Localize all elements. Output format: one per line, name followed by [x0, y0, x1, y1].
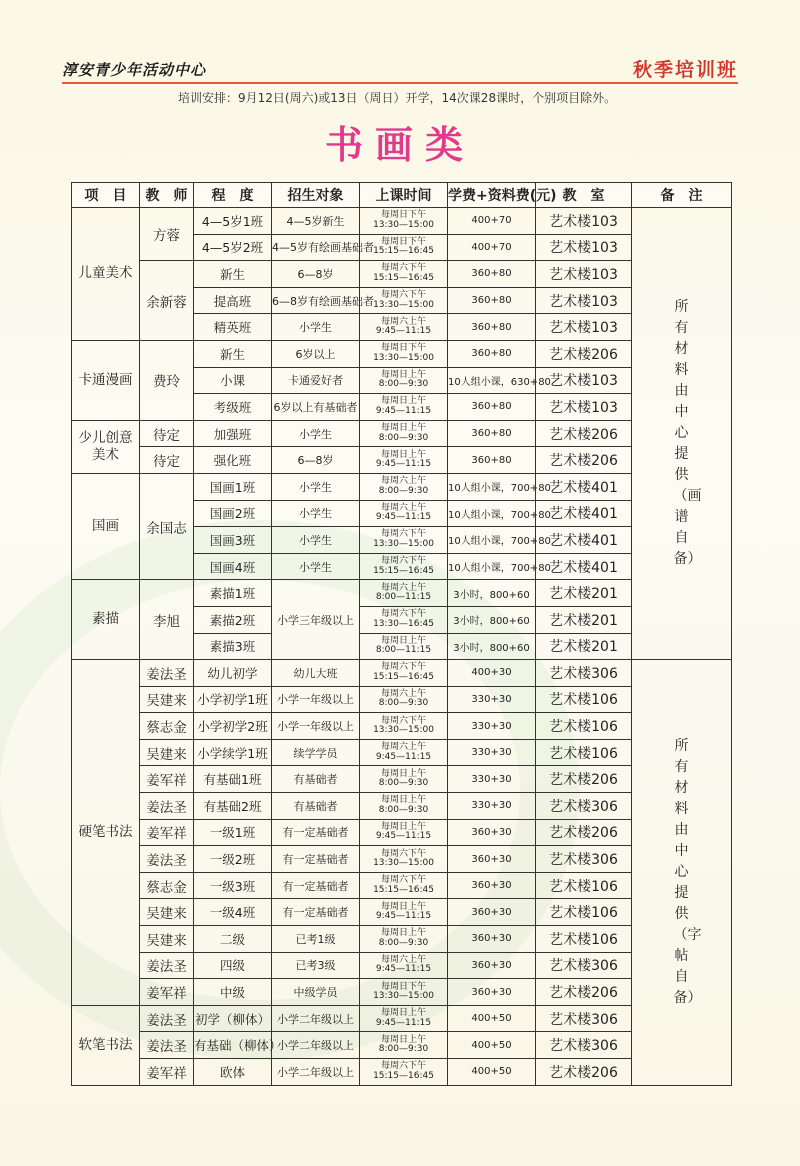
- fee-cell: 360+30: [448, 952, 536, 979]
- time-day: 每周日上午: [380, 1034, 426, 1045]
- room-cell: 艺术楼206: [536, 340, 632, 367]
- level-cell: 提高班: [194, 287, 272, 314]
- target-cell: 小学生: [272, 314, 360, 341]
- time-day: 每周日上午: [380, 396, 426, 407]
- table-header-row: [72, 183, 732, 208]
- time-day: 每周日上午: [380, 1008, 426, 1019]
- time-day: 每周日上午: [380, 369, 426, 380]
- teacher-cell: 吴建来: [140, 739, 194, 766]
- target-cell: 有基础者: [272, 766, 360, 793]
- time-day: 每周六下午: [380, 556, 426, 567]
- level-cell: 强化班: [194, 447, 272, 474]
- time-cell: [360, 846, 448, 873]
- time-day: 每周六上午: [380, 476, 426, 487]
- teacher-cell: 姜法圣: [140, 793, 194, 820]
- level-cell: 一级2班: [194, 846, 272, 873]
- fee-cell: 10人组小课，700+80: [448, 473, 536, 500]
- teacher-cell: 蔡志金: [140, 713, 194, 740]
- subject-cell: 卡通漫画: [72, 340, 140, 420]
- time-range: 13:30—16:45: [373, 618, 434, 629]
- level-cell: 精英班: [194, 314, 272, 341]
- target-cell: 6—8岁: [272, 261, 360, 288]
- time-day: 每周日上午: [380, 768, 426, 779]
- level-cell: 国画2班: [194, 500, 272, 527]
- fee-cell: 10人组小课，700+80: [448, 500, 536, 527]
- fee-cell: 360+30: [448, 819, 536, 846]
- target-cell: 6—8岁: [272, 447, 360, 474]
- level-cell: 加强班: [194, 420, 272, 447]
- fee-cell: 400+30: [448, 660, 536, 687]
- time-range: 15:15—16:45: [373, 246, 434, 257]
- target-cell: 4—5岁有绘画基础者: [272, 234, 360, 261]
- time-cell: [360, 606, 448, 633]
- time-day: 每周六下午: [380, 848, 426, 859]
- fee-cell: 10人组小课，700+80: [448, 553, 536, 580]
- subject-cell: 儿童美术: [72, 208, 140, 341]
- time-day: 每周六下午: [380, 609, 426, 620]
- time-range: 9:45—11:15: [375, 751, 432, 762]
- teacher-cell: 姜法圣: [140, 660, 194, 687]
- fee-cell: 360+80: [448, 314, 536, 341]
- time-range: 15:15—16:45: [373, 1070, 434, 1081]
- time-day: 每周日下午: [380, 981, 426, 992]
- target-cell: 6—8岁有绘画基础者: [272, 287, 360, 314]
- room-cell: 艺术楼103: [536, 394, 632, 421]
- column-header: 教 师: [140, 183, 194, 208]
- level-cell: 欧体: [194, 1059, 272, 1086]
- teacher-cell: 姜军祥: [140, 1059, 194, 1086]
- target-cell: 已考3级: [272, 952, 360, 979]
- time-day: 每周六下午: [380, 263, 426, 274]
- time-range: 8:00—11:15: [375, 592, 432, 603]
- time-day: 每周六上午: [380, 742, 426, 753]
- room-cell: 艺术楼201: [536, 580, 632, 607]
- time-range: 13:30—15:00: [373, 725, 434, 736]
- room-cell: 艺术楼201: [536, 633, 632, 660]
- time-day: 每周六下午: [380, 1061, 426, 1072]
- room-cell: 艺术楼103: [536, 367, 632, 394]
- time-day: 每周日上午: [380, 901, 426, 912]
- time-day: 每周日上午: [380, 449, 426, 460]
- teacher-cell: 姜军祥: [140, 979, 194, 1006]
- fee-cell: 360+80: [448, 447, 536, 474]
- time-cell: [360, 447, 448, 474]
- teacher-cell: 余新蓉: [140, 261, 194, 341]
- time-day: 每周六下午: [380, 875, 426, 886]
- fee-cell: 330+30: [448, 739, 536, 766]
- time-day: 每周六上午: [380, 688, 426, 699]
- level-cell: 4—5岁2班: [194, 234, 272, 261]
- room-cell: 艺术楼103: [536, 287, 632, 314]
- teacher-cell: 余国志: [140, 473, 194, 579]
- time-day: 每周六上午: [380, 954, 426, 965]
- room-cell: 艺术楼401: [536, 500, 632, 527]
- subject-cell: 硬笔书法: [72, 660, 140, 1006]
- teacher-cell: 蔡志金: [140, 872, 194, 899]
- room-cell: 艺术楼206: [536, 766, 632, 793]
- fee-cell: 3小时，800+60: [448, 580, 536, 607]
- time-range: 8:00—9:30: [378, 379, 429, 390]
- room-cell: 艺术楼106: [536, 926, 632, 953]
- teacher-cell: 待定: [140, 447, 194, 474]
- level-cell: 素描2班: [194, 606, 272, 633]
- time-day: 每周日上午: [380, 821, 426, 832]
- column-header: 上课时间: [360, 183, 448, 208]
- time-cell: [360, 1005, 448, 1032]
- time-cell: [360, 527, 448, 554]
- time-range: 13:30—15:00: [373, 538, 434, 549]
- level-cell: 国画3班: [194, 527, 272, 554]
- season-title: 秋季培训班: [632, 59, 738, 81]
- room-cell: 艺术楼206: [536, 979, 632, 1006]
- level-cell: 中级: [194, 979, 272, 1006]
- time-range: 8:00—11:15: [375, 645, 432, 656]
- fee-cell: 360+30: [448, 846, 536, 873]
- teacher-cell: 姜军祥: [140, 766, 194, 793]
- fee-cell: 400+50: [448, 1032, 536, 1059]
- time-day: 每周日上午: [380, 423, 426, 434]
- time-range: 13:30—15:00: [373, 219, 434, 230]
- fee-cell: 360+80: [448, 287, 536, 314]
- room-cell: 艺术楼306: [536, 1032, 632, 1059]
- time-range: 8:00—9:30: [378, 698, 429, 709]
- fee-cell: 3小时，800+60: [448, 606, 536, 633]
- level-cell: 国画1班: [194, 473, 272, 500]
- level-cell: 有基础2班: [194, 793, 272, 820]
- target-cell: 小学生: [272, 527, 360, 554]
- schedule-note: 培训安排：9月12日(周六)或13日（周日）开学，14次课28课时，个别项目除外。: [178, 91, 617, 105]
- teacher-cell: 姜法圣: [140, 952, 194, 979]
- room-cell: 艺术楼106: [536, 872, 632, 899]
- time-cell: [360, 580, 448, 607]
- time-day: 每周日下午: [380, 210, 426, 221]
- room-cell: 艺术楼103: [536, 208, 632, 235]
- time-cell: [360, 420, 448, 447]
- fee-cell: 330+30: [448, 713, 536, 740]
- time-day: 每周日上午: [380, 635, 426, 646]
- room-cell: 艺术楼401: [536, 473, 632, 500]
- room-cell: 艺术楼106: [536, 739, 632, 766]
- time-cell: [360, 367, 448, 394]
- time-range: 15:15—16:45: [373, 671, 434, 682]
- level-cell: 幼儿初学: [194, 660, 272, 687]
- target-cell: 续学学员: [272, 739, 360, 766]
- time-cell: [360, 899, 448, 926]
- level-cell: 新生: [194, 340, 272, 367]
- target-cell: 6岁以上: [272, 340, 360, 367]
- time-day: 每周六上午: [380, 502, 426, 513]
- time-cell: [360, 500, 448, 527]
- page-header: [62, 58, 738, 84]
- room-cell: 艺术楼103: [536, 234, 632, 261]
- time-day: 每周六上午: [380, 316, 426, 327]
- level-cell: 小学续学1班: [194, 739, 272, 766]
- level-cell: 有基础（柳体）: [194, 1032, 272, 1059]
- time-day: 每周六下午: [380, 715, 426, 726]
- target-cell: 小学一年级以上: [272, 686, 360, 713]
- category-title: 书画类: [324, 123, 475, 167]
- fee-cell: 330+30: [448, 793, 536, 820]
- time-cell: [360, 633, 448, 660]
- time-day: 每周六下午: [380, 662, 426, 673]
- time-cell: [360, 394, 448, 421]
- teacher-cell: 姜法圣: [140, 1005, 194, 1032]
- level-cell: 小学初学2班: [194, 713, 272, 740]
- time-cell: [360, 1059, 448, 1086]
- target-cell: 有一定基础者: [272, 899, 360, 926]
- table-row: [72, 660, 732, 687]
- time-range: 15:15—16:45: [373, 272, 434, 283]
- time-cell: [360, 1032, 448, 1059]
- note-cell: [632, 208, 732, 660]
- target-cell: 已考1级: [272, 926, 360, 953]
- time-range: 13:30—15:00: [373, 991, 434, 1002]
- target-cell: 小学生: [272, 553, 360, 580]
- time-range: 8:00—9:30: [378, 778, 429, 789]
- time-cell: [360, 261, 448, 288]
- time-range: 8:00—9:30: [378, 804, 429, 815]
- time-range: 8:00—9:30: [378, 1044, 429, 1055]
- time-cell: [360, 926, 448, 953]
- time-range: 9:45—11:15: [375, 1017, 432, 1028]
- table-row: [72, 208, 732, 235]
- target-cell: 小学二年级以上: [272, 1005, 360, 1032]
- time-cell: [360, 952, 448, 979]
- room-cell: 艺术楼106: [536, 899, 632, 926]
- level-cell: 素描3班: [194, 633, 272, 660]
- level-cell: 小课: [194, 367, 272, 394]
- target-cell: 4—5岁新生: [272, 208, 360, 235]
- room-cell: 艺术楼401: [536, 553, 632, 580]
- time-range: 9:45—11:15: [375, 405, 432, 416]
- fee-cell: 360+80: [448, 394, 536, 421]
- column-header: 项 目: [72, 183, 140, 208]
- fee-cell: 360+80: [448, 340, 536, 367]
- fee-cell: 400+70: [448, 208, 536, 235]
- level-cell: 二级: [194, 926, 272, 953]
- column-header: 学费+资料费(元): [448, 183, 536, 208]
- time-range: 15:15—16:45: [373, 565, 434, 576]
- room-cell: 艺术楼206: [536, 819, 632, 846]
- level-cell: 一级1班: [194, 819, 272, 846]
- time-day: 每周六下午: [380, 290, 426, 301]
- teacher-cell: 费玲: [140, 340, 194, 420]
- teacher-cell: 吴建来: [140, 926, 194, 953]
- level-cell: 4—5岁1班: [194, 208, 272, 235]
- time-range: 8:00—9:30: [378, 432, 429, 443]
- course-table: [71, 182, 732, 1086]
- fee-cell: 10人组小课，630+80: [448, 367, 536, 394]
- room-cell: 艺术楼201: [536, 606, 632, 633]
- time-range: 13:30—15:00: [373, 299, 434, 310]
- level-cell: 考级班: [194, 394, 272, 421]
- center-name: 淳安青少年活动中心: [62, 61, 207, 79]
- fee-cell: 3小时，800+60: [448, 633, 536, 660]
- teacher-cell: 姜军祥: [140, 819, 194, 846]
- teacher-cell: 待定: [140, 420, 194, 447]
- room-cell: 艺术楼306: [536, 1005, 632, 1032]
- column-header: 招生对象: [272, 183, 360, 208]
- time-cell: [360, 287, 448, 314]
- target-cell: 有一定基础者: [272, 819, 360, 846]
- teacher-cell: 方蓉: [140, 208, 194, 261]
- room-cell: 艺术楼206: [536, 447, 632, 474]
- time-cell: [360, 686, 448, 713]
- time-range: 9:45—11:15: [375, 831, 432, 842]
- time-range: 9:45—11:15: [375, 911, 432, 922]
- target-cell: 小学生: [272, 500, 360, 527]
- time-day: 每周日上午: [380, 795, 426, 806]
- time-range: 13:30—15:00: [373, 352, 434, 363]
- fee-cell: 330+30: [448, 766, 536, 793]
- time-cell: [360, 553, 448, 580]
- time-cell: [360, 660, 448, 687]
- level-cell: 素描1班: [194, 580, 272, 607]
- subject-cell: 素描: [72, 580, 140, 660]
- time-day: 每周六上午: [380, 582, 426, 593]
- subject-cell: 国画: [72, 473, 140, 579]
- target-cell: 卡通爱好者: [272, 367, 360, 394]
- teacher-cell: 吴建来: [140, 686, 194, 713]
- note-cell: [632, 660, 732, 1086]
- subject-cell: 软笔书法: [72, 1005, 140, 1085]
- target-cell: 小学三年级以上: [272, 580, 360, 660]
- time-cell: [360, 234, 448, 261]
- time-range: 9:45—11:15: [375, 326, 432, 337]
- room-cell: 艺术楼401: [536, 527, 632, 554]
- room-cell: 艺术楼306: [536, 952, 632, 979]
- target-cell: 有基础者: [272, 793, 360, 820]
- level-cell: 有基础1班: [194, 766, 272, 793]
- time-cell: [360, 473, 448, 500]
- target-cell: 有一定基础者: [272, 846, 360, 873]
- subject-cell: 少儿创意美术: [72, 420, 140, 473]
- room-cell: 艺术楼206: [536, 1059, 632, 1086]
- time-cell: [360, 713, 448, 740]
- fee-cell: 360+30: [448, 899, 536, 926]
- time-day: 每周日上午: [380, 928, 426, 939]
- column-header: 教 室: [536, 183, 632, 208]
- fee-cell: 400+70: [448, 234, 536, 261]
- level-cell: 一级4班: [194, 899, 272, 926]
- fee-cell: 10人组小课，700+80: [448, 527, 536, 554]
- time-range: 9:45—11:15: [375, 964, 432, 975]
- room-cell: 艺术楼106: [536, 713, 632, 740]
- note-text: 所有材料由中心提供（画谱自备）: [673, 299, 702, 568]
- time-cell: [360, 340, 448, 367]
- target-cell: 6岁以上有基础者: [272, 394, 360, 421]
- fee-cell: 360+30: [448, 872, 536, 899]
- target-cell: 小学二年级以上: [272, 1059, 360, 1086]
- column-header: 备 注: [632, 183, 732, 208]
- time-range: 8:00—9:30: [378, 937, 429, 948]
- time-range: 8:00—9:30: [378, 485, 429, 496]
- teacher-cell: 姜法圣: [140, 846, 194, 873]
- fee-cell: 400+50: [448, 1059, 536, 1086]
- level-cell: 国画4班: [194, 553, 272, 580]
- time-cell: [360, 979, 448, 1006]
- teacher-cell: 姜法圣: [140, 1032, 194, 1059]
- time-cell: [360, 793, 448, 820]
- time-day: 每周日下午: [380, 236, 426, 247]
- fee-cell: 360+80: [448, 420, 536, 447]
- fee-cell: 360+80: [448, 261, 536, 288]
- target-cell: 小学生: [272, 473, 360, 500]
- time-cell: [360, 819, 448, 846]
- teacher-cell: 吴建来: [140, 899, 194, 926]
- time-range: 15:15—16:45: [373, 884, 434, 895]
- time-cell: [360, 766, 448, 793]
- room-cell: 艺术楼306: [536, 793, 632, 820]
- time-cell: [360, 872, 448, 899]
- level-cell: 四级: [194, 952, 272, 979]
- course-table-body: [72, 208, 732, 1086]
- room-cell: 艺术楼206: [536, 420, 632, 447]
- time-cell: [360, 208, 448, 235]
- level-cell: 初学（柳体）: [194, 1005, 272, 1032]
- fee-cell: 330+30: [448, 686, 536, 713]
- time-range: 9:45—11:15: [375, 512, 432, 523]
- time-range: 9:45—11:15: [375, 459, 432, 470]
- level-cell: 一级3班: [194, 872, 272, 899]
- room-cell: 艺术楼103: [536, 261, 632, 288]
- time-day: 每周日下午: [380, 343, 426, 354]
- time-range: 13:30—15:00: [373, 858, 434, 869]
- target-cell: 小学二年级以上: [272, 1032, 360, 1059]
- room-cell: 艺术楼103: [536, 314, 632, 341]
- level-cell: 小学初学1班: [194, 686, 272, 713]
- room-cell: 艺术楼306: [536, 660, 632, 687]
- teacher-cell: 李旭: [140, 580, 194, 660]
- fee-cell: 400+50: [448, 1005, 536, 1032]
- time-cell: [360, 314, 448, 341]
- room-cell: 艺术楼306: [536, 846, 632, 873]
- target-cell: 幼儿大班: [272, 660, 360, 687]
- time-day: 每周六下午: [380, 529, 426, 540]
- target-cell: 小学生: [272, 420, 360, 447]
- column-header: 程 度: [194, 183, 272, 208]
- target-cell: 小学一年级以上: [272, 713, 360, 740]
- level-cell: 新生: [194, 261, 272, 288]
- room-cell: 艺术楼106: [536, 686, 632, 713]
- note-text: 所有材料由中心提供（字帖自备）: [673, 737, 702, 1006]
- target-cell: 有一定基础者: [272, 872, 360, 899]
- time-cell: [360, 739, 448, 766]
- fee-cell: 360+30: [448, 926, 536, 953]
- target-cell: 中级学员: [272, 979, 360, 1006]
- fee-cell: 360+30: [448, 979, 536, 1006]
- header-divider: [62, 82, 738, 84]
